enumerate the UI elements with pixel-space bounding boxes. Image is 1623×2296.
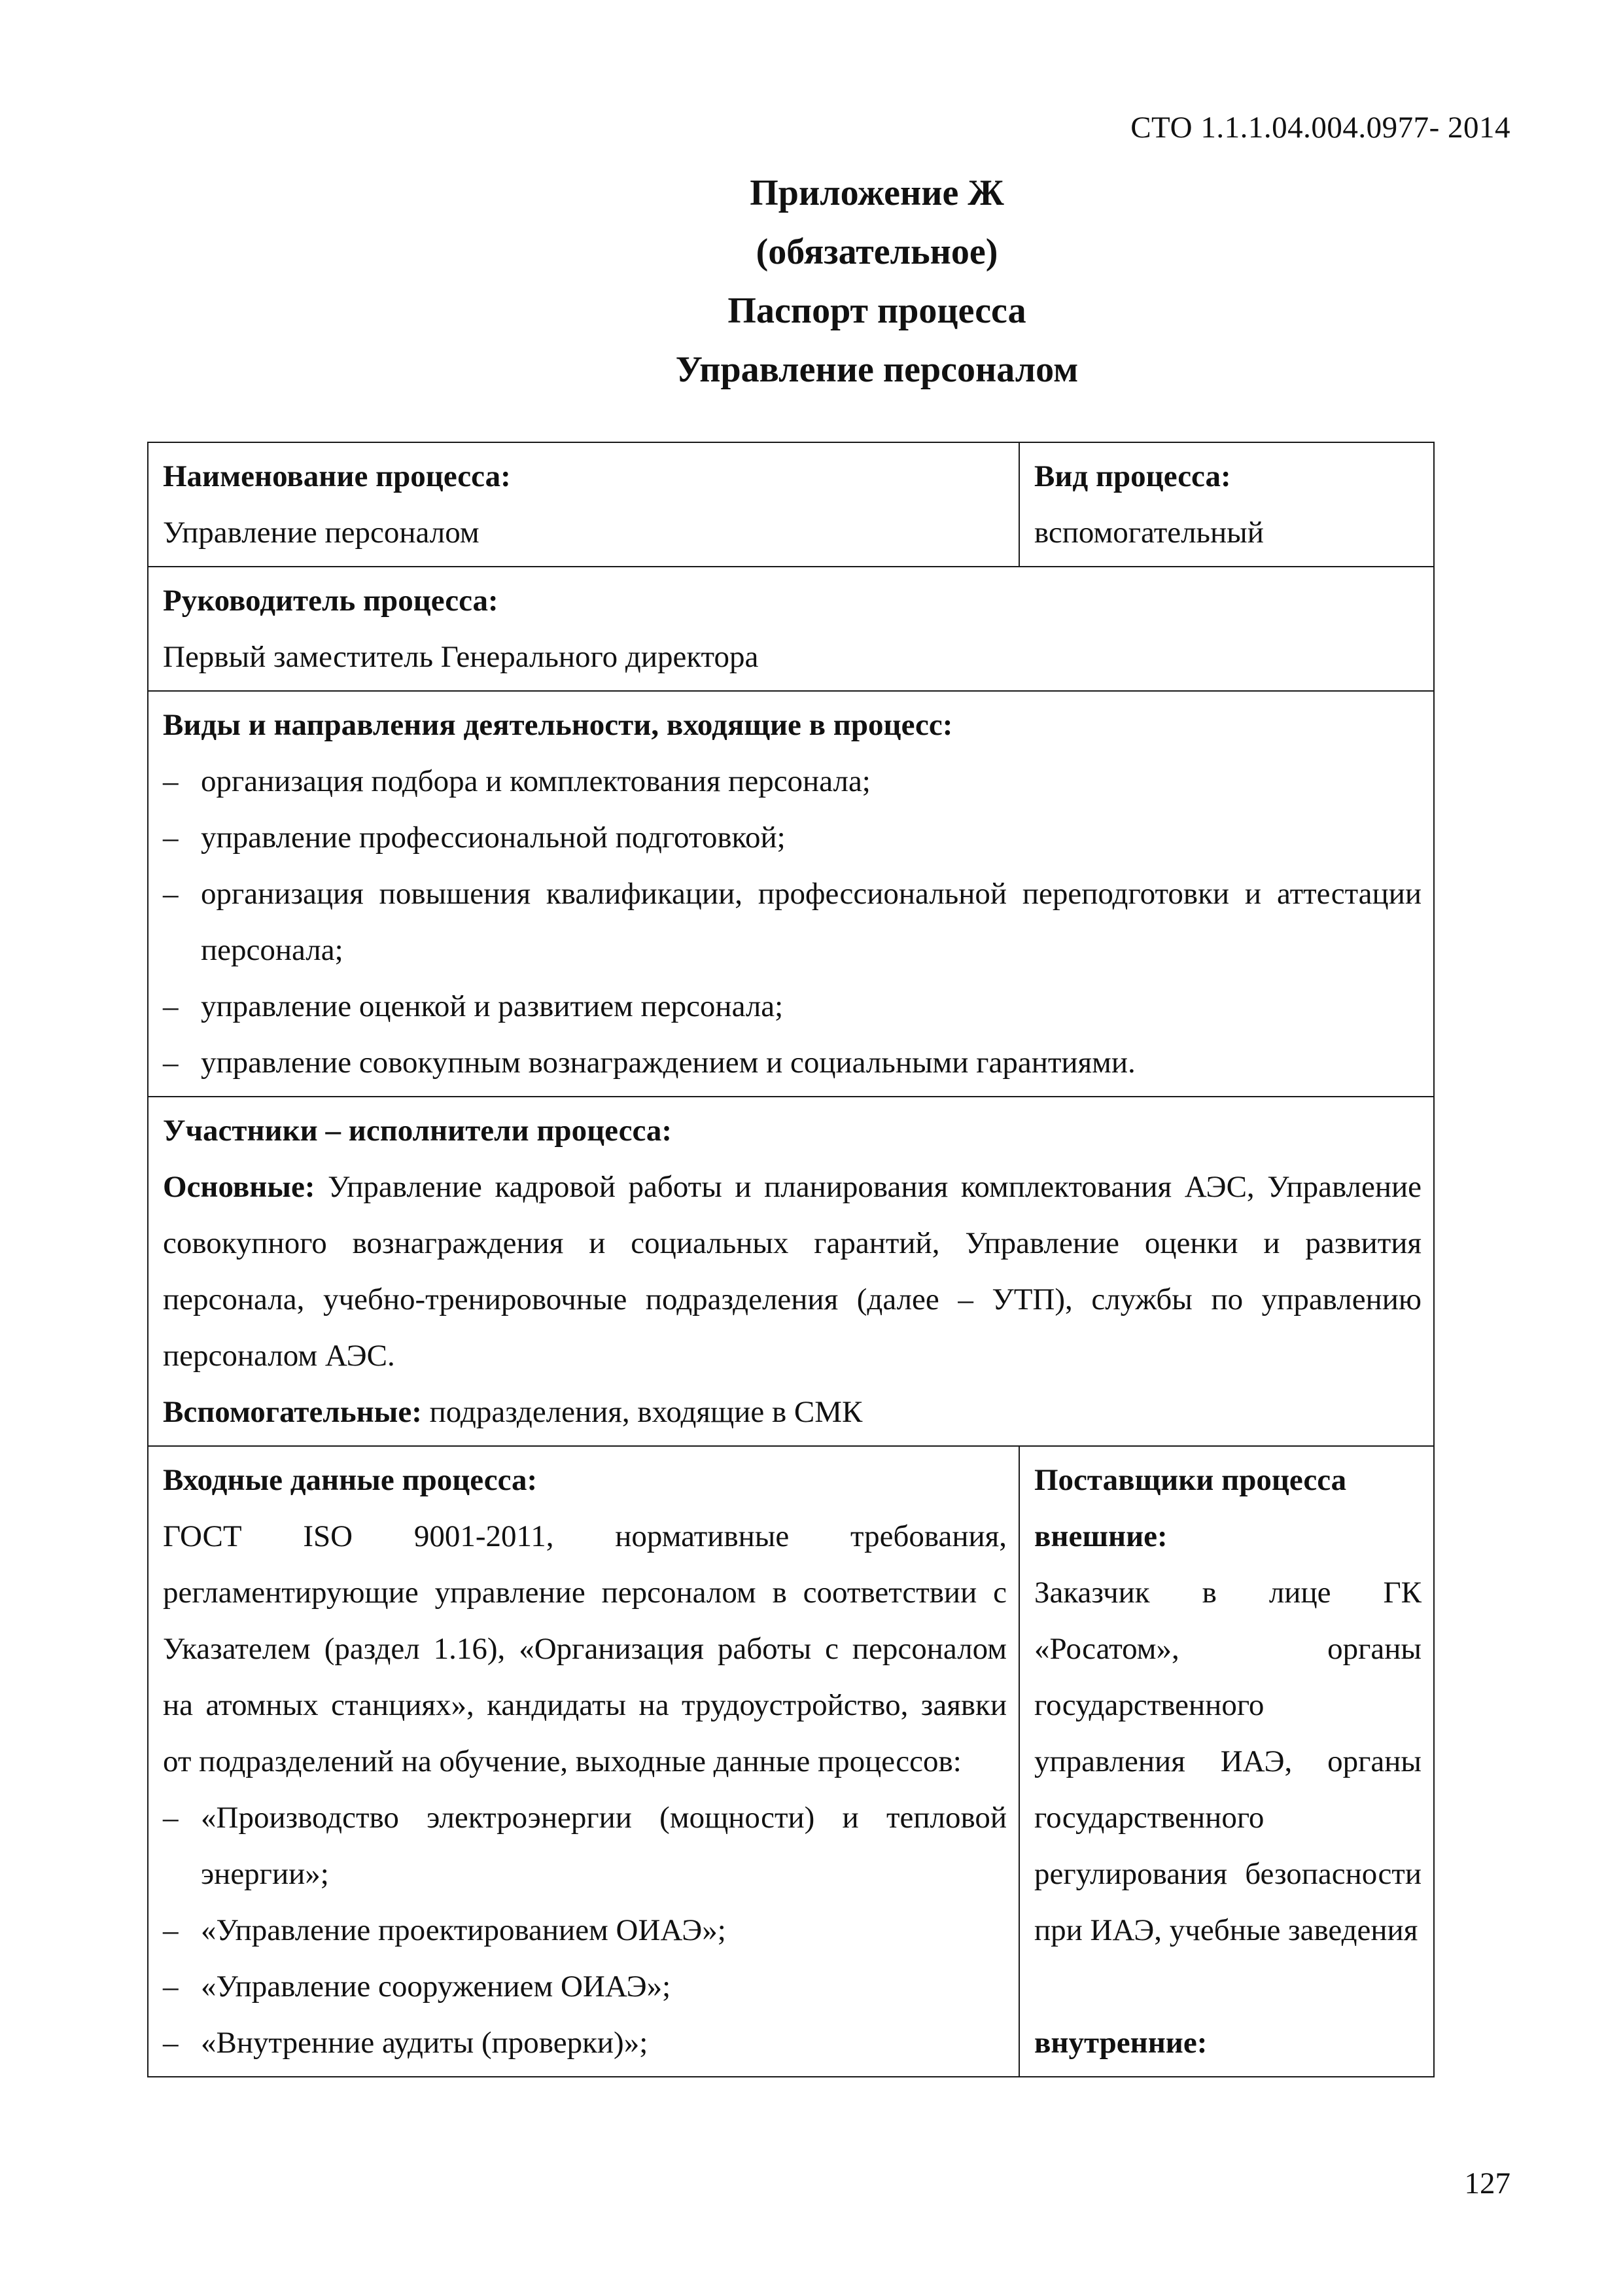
list-item: – управление профессиональной подготовкой;	[163, 809, 1422, 866]
input-item-text: «Внутренние аудиты (проверки)»;	[201, 2026, 648, 2060]
process-type-cell	[1019, 442, 1434, 567]
external-suppliers-text: Заказчик в лице ГК «Росатом», органы государственного управления ИАЭ, органы государственного регулирования безопасности при ИАЭ, учебные заведения	[1034, 1576, 1422, 1947]
spacer	[1034, 1958, 1422, 2015]
aux-participants	[163, 1384, 1422, 1440]
activity-text: организация повышения квалификации, профессиональной переподготовки и аттестации персонала;	[201, 877, 1422, 967]
list-item: – организация подбора и комплектования персонала;	[163, 753, 1422, 809]
list-item: – «Управление проектированием ОИАЭ»;	[163, 1902, 1007, 1958]
list-item: – управление совокупным вознаграждением и социальными гарантиями.	[163, 1034, 1422, 1091]
list-item: – «Управление сооружением ОИАЭ»;	[163, 1958, 1007, 2015]
process-head-label: Руководитель процесса:	[163, 584, 498, 618]
table-row	[148, 1446, 1434, 2077]
document-type-title: Паспорт процесса	[727, 291, 1026, 331]
list-item: – организация повышения квалификации, профессиональной переподготовки и аттестации персонала;	[163, 866, 1422, 978]
suppliers-cell	[1019, 1446, 1434, 2077]
inputs-cell	[148, 1446, 1019, 2077]
suppliers-label: Поставщики процесса	[1034, 1463, 1347, 1497]
activity-text: управление профессиональной подготовкой;	[201, 821, 786, 855]
main-participants-text: Управление кадровой работы и планирования комплектования АЭС, Управление совокупного вознаграждения и социальных гарантий, Управление оценки и развития персонала, учебно-тренировочные подразделения (далее – УТП), службы по управлению персоналом АЭС.	[163, 1170, 1422, 1373]
table-row	[148, 442, 1434, 567]
internal-suppliers-label: внутренние:	[1034, 2026, 1208, 2060]
main-participants-label: Основные:	[163, 1170, 315, 1204]
inputs-label: Входные данные процесса:	[163, 1463, 538, 1497]
external-suppliers-label: внешние:	[1034, 1519, 1168, 1553]
activities-label: Виды и направления деятельности, входящие в процесс:	[163, 708, 953, 742]
input-item-text: «Управление сооружением ОИАЭ»;	[201, 1969, 671, 2004]
activity-text: управление оценкой и развитием персонала;	[201, 989, 784, 1023]
document-code: СТО 1.1.1.04.004.0977- 2014	[1130, 111, 1510, 145]
table-row	[148, 567, 1434, 691]
input-item-text: «Производство электроэнергии (мощности) и тепловой энергии»;	[201, 1801, 1007, 1891]
process-head-value: Первый заместитель Генерального директора	[163, 640, 759, 674]
participants-label: Участники – исполнители процесса:	[163, 1114, 672, 1148]
inputs-text: ГОСТ ISO 9001-2011, нормативные требования, регламентирующие управление персоналом в соответствии с Указателем (раздел 1.16), «Организация работы с персоналом на атомных станциях», кандидаты на трудоустройство, заявки от подразделений на обучение, выходные данные процессов:	[163, 1519, 1007, 1778]
process-type-value: вспомогательный	[1034, 516, 1264, 550]
participants-cell	[148, 1097, 1434, 1446]
list-item: – «Производство электроэнергии (мощности) и тепловой энергии»;	[163, 1790, 1007, 1902]
activity-text: организация подбора и комплектования персонала;	[201, 764, 871, 798]
main-participants	[163, 1159, 1422, 1384]
list-item: – «Внутренние аудиты (проверки)»;	[163, 2015, 1007, 2071]
process-type-label: Вид процесса:	[1034, 459, 1231, 493]
process-head-cell	[148, 567, 1434, 691]
aux-participants-text: подразделения, входящие в СМК	[429, 1395, 863, 1429]
process-passport-table	[147, 442, 1435, 2077]
title-block	[0, 164, 1623, 399]
list-item: – управление оценкой и развитием персонала;	[163, 978, 1422, 1034]
activities-cell	[148, 691, 1434, 1097]
appendix-title: Приложение Ж	[750, 173, 1004, 213]
aux-participants-label: Вспомогательные:	[163, 1395, 422, 1429]
process-name-value: Управление персоналом	[163, 516, 480, 550]
table-row	[148, 691, 1434, 1097]
process-title: Управление персоналом	[675, 349, 1079, 390]
activity-text: управление совокупным вознаграждением и социальными гарантиями.	[201, 1046, 1136, 1080]
process-name-cell	[148, 442, 1019, 567]
page-number: 127	[1464, 2166, 1510, 2200]
appendix-status: (обязательное)	[756, 232, 998, 272]
table-row	[148, 1097, 1434, 1446]
process-name-label: Наименование процесса:	[163, 459, 511, 493]
input-item-text: «Управление проектированием ОИАЭ»;	[201, 1913, 726, 1947]
